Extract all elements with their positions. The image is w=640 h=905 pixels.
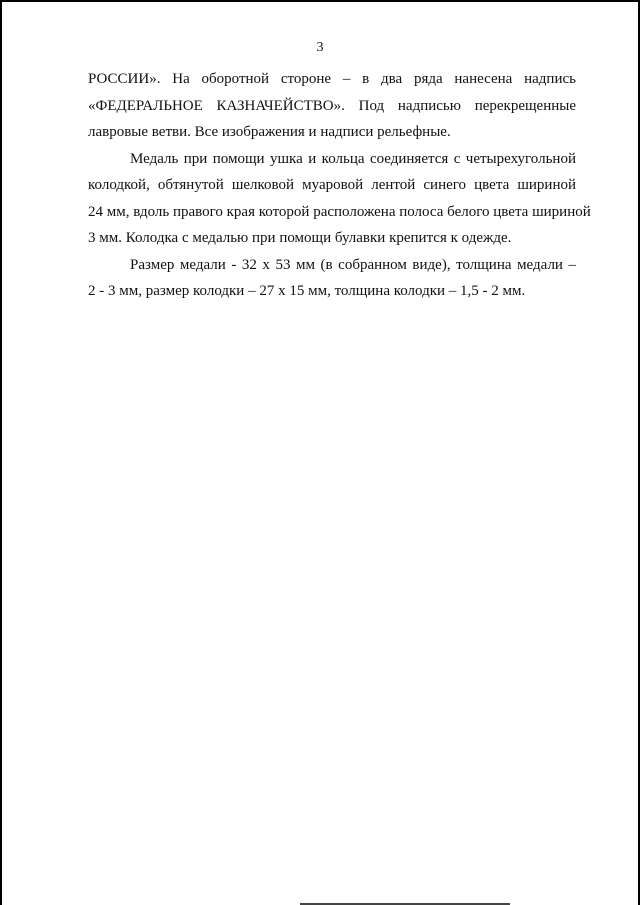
scan-border-top bbox=[0, 0, 640, 2]
text-line: РОССИИ». На оборотной стороне – в два ряда нанесена надпись bbox=[88, 71, 576, 87]
scan-border-left bbox=[0, 0, 2, 905]
text-line: 24 мм, вдоль правого края которой расположена полоса белого цвета шириной bbox=[88, 203, 591, 220]
document-body bbox=[88, 66, 591, 305]
page-number: 3 bbox=[316, 40, 324, 55]
text-line: Размер медали - 32 х 53 мм (в собранном виде), толщина медали – bbox=[130, 256, 576, 273]
text-line: «ФЕДЕРАЛЬНОЕ КАЗНАЧЕЙСТВО». Под надписью перекрещенные bbox=[88, 97, 576, 114]
text-line: Медаль при помощи ушка и кольца соединяется с четырехугольной bbox=[130, 150, 576, 167]
paragraph-attachment bbox=[88, 146, 591, 252]
text-line: 2 - 3 мм, размер колодки – 27 х 15 мм, толщина колодки – 1,5 - 2 мм. bbox=[88, 283, 526, 299]
paragraph-reverse-side bbox=[88, 66, 576, 146]
text-line: лавровые ветви. Все изображения и надписи рельефные. bbox=[88, 124, 451, 140]
text-line: колодкой, обтянутой шелковой муаровой лентой синего цвета шириной bbox=[88, 177, 576, 193]
paragraph-dimensions bbox=[88, 252, 576, 305]
text-line: 3 мм. Колодка с медалью при помощи булавки крепится к одежде. bbox=[88, 230, 512, 246]
